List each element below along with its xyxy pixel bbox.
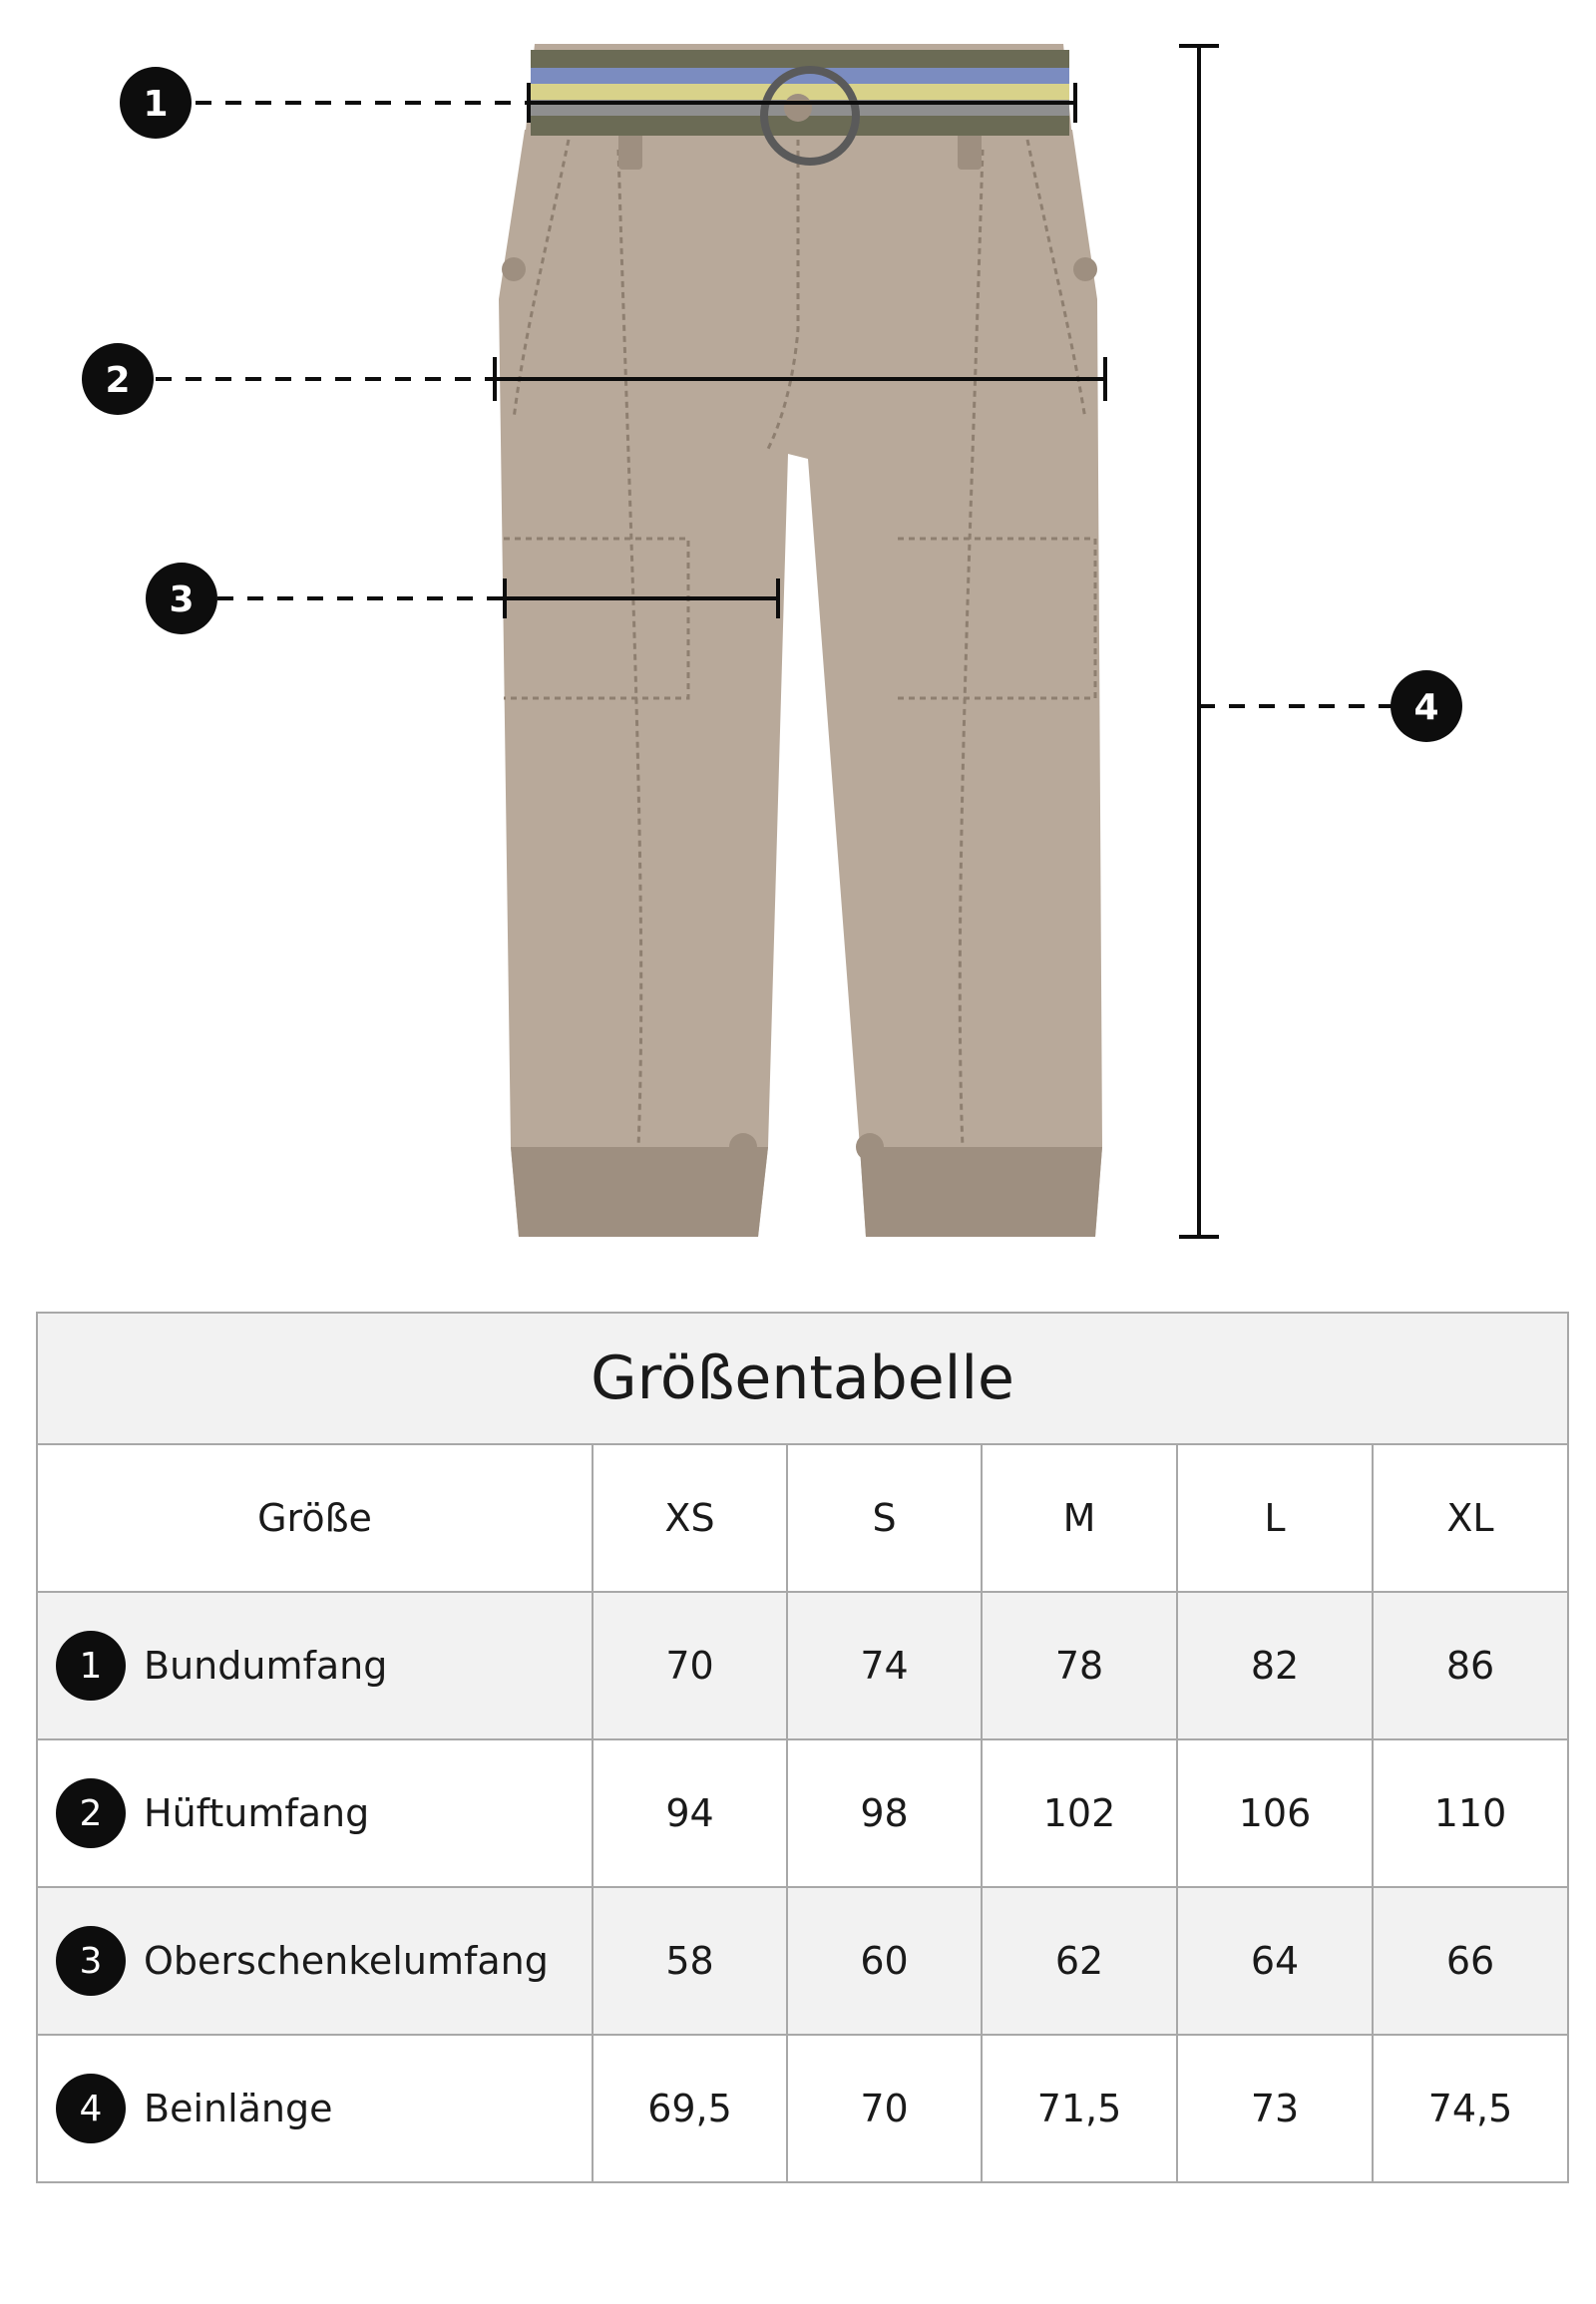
table-cell: 69,5 bbox=[593, 2035, 787, 2182]
table-header-row bbox=[37, 1444, 1568, 1592]
table-row-hueftumfang bbox=[37, 1739, 1568, 1887]
table-cell: 70 bbox=[787, 2035, 982, 2182]
header-size-l: L bbox=[1177, 1444, 1373, 1592]
table-cell: 94 bbox=[593, 1739, 787, 1887]
table-cell: 74,5 bbox=[1373, 2035, 1568, 2182]
header-size-label: Größe bbox=[37, 1444, 593, 1592]
left-leg-shadow bbox=[511, 1147, 768, 1237]
belt-button bbox=[784, 94, 812, 122]
table-cell: 86 bbox=[1373, 1592, 1568, 1739]
row-marker-badge: 2 bbox=[56, 1778, 126, 1848]
capri-pants-illustration bbox=[499, 44, 1102, 1237]
table-cell: 58 bbox=[593, 1887, 787, 2035]
table-row-bundumfang bbox=[37, 1592, 1568, 1739]
table-title: Größentabelle bbox=[37, 1313, 1568, 1444]
row-marker-badge: 3 bbox=[56, 1926, 126, 1996]
table-cell: 64 bbox=[1177, 1887, 1373, 2035]
marker-2 bbox=[82, 343, 154, 415]
pants-body bbox=[499, 130, 1102, 1237]
row-marker-badge: 4 bbox=[56, 2074, 126, 2143]
table-row-oberschenkelumfang bbox=[37, 1887, 1568, 2035]
table-cell: 73 bbox=[1177, 2035, 1373, 2182]
row-label-cell bbox=[37, 2035, 593, 2182]
table-cell: 60 bbox=[787, 1887, 982, 2035]
row-label: Bundumfang bbox=[144, 1644, 388, 1688]
table-cell: 98 bbox=[787, 1739, 982, 1887]
marker-3 bbox=[146, 563, 217, 634]
row-label-cell bbox=[37, 1592, 593, 1739]
row-label: Beinlänge bbox=[144, 2087, 333, 2130]
table-cell: 78 bbox=[982, 1592, 1177, 1739]
table-cell: 82 bbox=[1177, 1592, 1373, 1739]
row-label-cell bbox=[37, 1887, 593, 2035]
left-pocket-button bbox=[502, 257, 526, 281]
right-pocket-button bbox=[1073, 257, 1097, 281]
left-cuff-button bbox=[729, 1133, 757, 1161]
table-cell: 71,5 bbox=[982, 2035, 1177, 2182]
belt bbox=[531, 50, 1069, 136]
table-cell: 106 bbox=[1177, 1739, 1373, 1887]
row-label-cell bbox=[37, 1739, 593, 1887]
marker-2-label: 2 bbox=[105, 360, 131, 401]
header-size-xl: XL bbox=[1373, 1444, 1568, 1592]
table-cell: 74 bbox=[787, 1592, 982, 1739]
table-row-beinlaenge bbox=[37, 2035, 1568, 2182]
marker-3-label: 3 bbox=[169, 579, 195, 620]
row-label: Oberschenkelumfang bbox=[144, 1939, 549, 1983]
table-cell: 102 bbox=[982, 1739, 1177, 1887]
table-cell: 110 bbox=[1373, 1739, 1568, 1887]
marker-1-label: 1 bbox=[143, 84, 169, 125]
right-leg-shadow bbox=[860, 1147, 1102, 1237]
marker-4 bbox=[1391, 670, 1462, 742]
header-size-m: M bbox=[982, 1444, 1177, 1592]
row-marker-badge: 1 bbox=[56, 1631, 126, 1701]
header-size-xs: XS bbox=[593, 1444, 787, 1592]
size-chart-table bbox=[36, 1312, 1569, 2183]
marker-1 bbox=[120, 67, 192, 139]
row-label: Hüftumfang bbox=[144, 1791, 370, 1835]
marker-4-label: 4 bbox=[1413, 687, 1439, 728]
right-cuff-button bbox=[856, 1133, 884, 1161]
table-cell: 62 bbox=[982, 1887, 1177, 2035]
header-size-s: S bbox=[787, 1444, 982, 1592]
table-cell: 70 bbox=[593, 1592, 787, 1739]
table-cell: 66 bbox=[1373, 1887, 1568, 2035]
